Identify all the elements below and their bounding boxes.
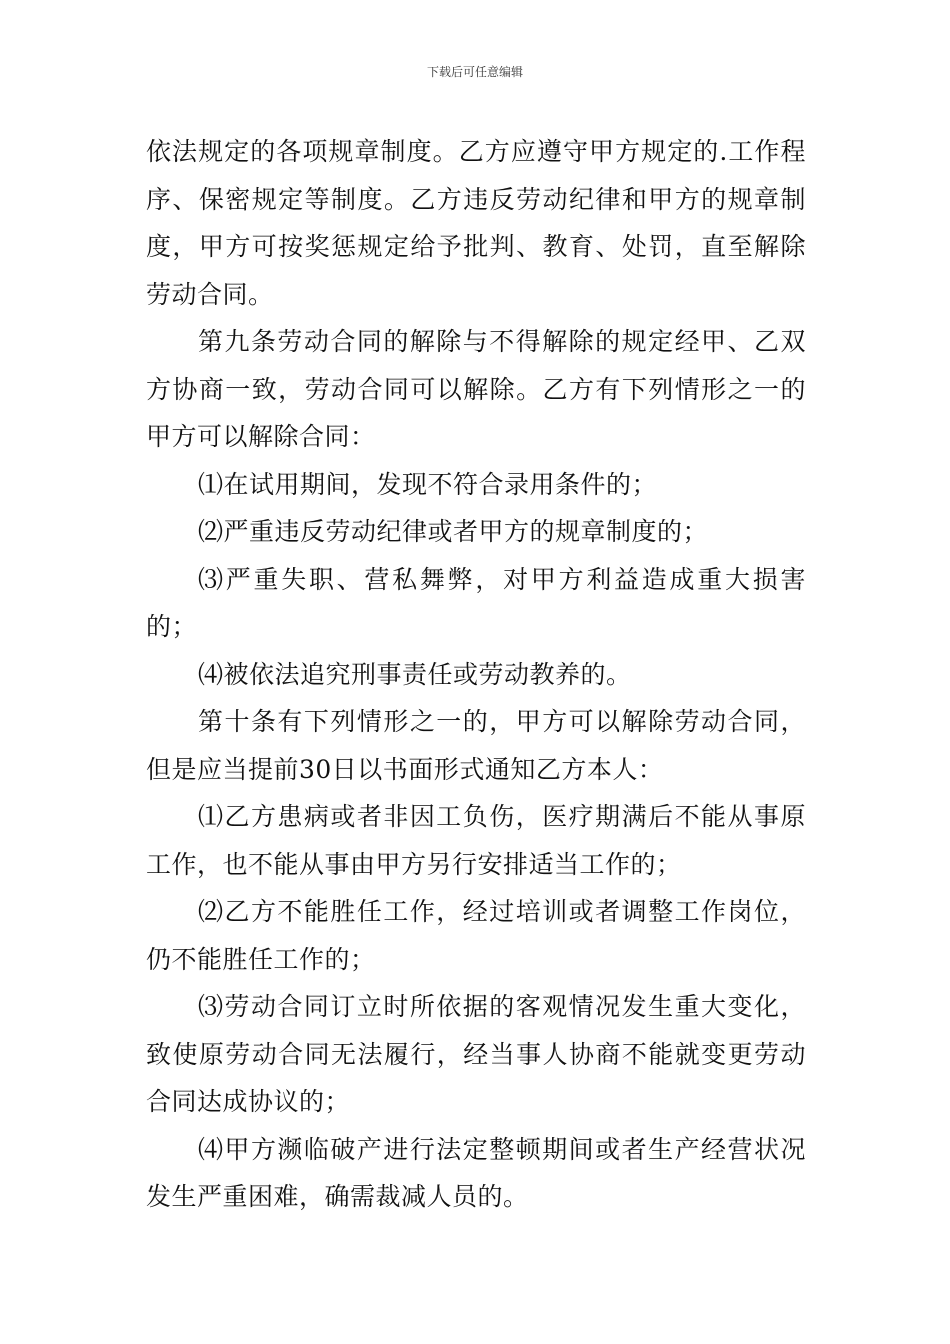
list-item-a9-4: ⑷被依法追究刑事责任或劳动教养的。 <box>198 659 632 689</box>
paragraph-article-9: 第九条劳动合同的解除与不得解除的规定经甲、乙双方协商一致，劳动合同可以解除。乙方有下列情形之一的甲方可以解除合同： <box>146 327 806 451</box>
list-item-a10-4: ⑷甲方濒临破产进行法定整顿期间或者生产经营状况发生严重困难，确需裁减人员的。 <box>146 1134 806 1211</box>
list-item-a10-1: ⑴乙方患病或者非因工负伤，医疗期满后不能从事原工作，也不能从事由甲方另行安排适当工作的； <box>146 802 806 879</box>
document-body <box>146 128 806 1221</box>
list-item-a9-1: ⑴在试用期间，发现不符合录用条件的； <box>198 469 658 499</box>
list-item-a9-3: ⑶严重失职、营私舞弊，对甲方利益造成重大损害的； <box>146 564 806 641</box>
paragraph-rules-compliance: 依法规定的各项规章制度。乙方应遵守甲方规定的.工作程序、保密规定等制度。乙方违反劳动纪律和甲方的规章制度，甲方可按奖惩规定给予批判、教育、处罚，直至解除劳动合同。 <box>146 137 806 309</box>
list-item-a9-2: ⑵严重违反劳动纪律或者甲方的规章制度的； <box>198 517 709 546</box>
list-item-a10-3: ⑶劳动合同订立时所依据的客观情况发生重大变化，致使原劳动合同无法履行，经当事人协商不能就变更劳动合同达成协议的； <box>146 992 806 1116</box>
paragraph-article-10: 第十条有下列情形之一的，甲方可以解除劳动合同，但是应当提前30日以书面形式通知乙方本人： <box>146 707 806 784</box>
list-item-a10-2: ⑵乙方不能胜任工作，经过培训或者调整工作岗位，仍不能胜任工作的； <box>146 897 806 974</box>
page-header: 下载后可任意编辑 <box>426 65 523 79</box>
